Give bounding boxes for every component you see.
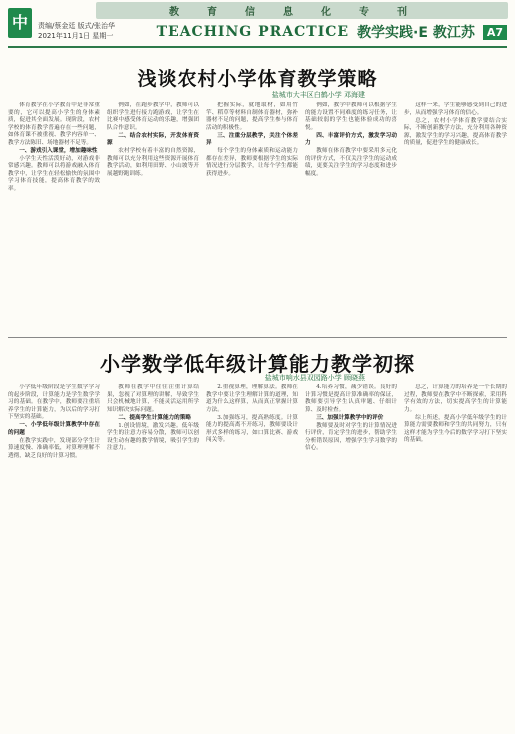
paragraph: 例如，在跑步教学中，教师可以组织学生进行接力跑游戏，让学生在比赛中感受体育运动的乐趣，增强团队合作意识。 <box>107 102 199 131</box>
paragraph: 总之，计算能力的培养是一个长期的过程，教师要在教学中不断探索，采用科学有效的方法，切实提高学生的计算能力。 <box>404 384 507 413</box>
page-number: A7 <box>483 25 507 40</box>
subheading: 三、加强计算教学中的评价 <box>316 414 384 421</box>
article2-column-5 <box>404 384 507 728</box>
article1-title: 浅谈农村小学体育教学策略 <box>137 68 378 90</box>
subheading: 一、小学低年级计算教学中存在的问题 <box>8 422 100 436</box>
banner-text: 教育信息化专刊 <box>169 7 435 18</box>
section-title-en: TEACHING PRACTICE <box>156 24 350 40</box>
paragraph: 这样一来，学生能够感受到自己的进步，从而增强学习体育的信心。 <box>404 102 507 116</box>
article1-column-2 <box>107 102 199 332</box>
paragraph: 体育教学在小学教育中是非常重要的，它可以提高小学生的身体素质，促进其全面发展。现阶段，农村学校的体育教学普遍存在一些问题，如体育课不被重视、教学内容单一、教学方法陈旧、场地器材不足等。 <box>8 102 100 146</box>
paragraph: 教师在教学中往往注重计算结果，忽视了对算理的讲解，导致学生只会机械地计算，不能灵活运用所学知识解决实际问题。 <box>107 384 199 413</box>
subheading: 二、提高学生计算能力的策略 <box>118 414 191 421</box>
paragraph: 总之，农村小学体育教学要结合实际，不断创新教学方法，充分利用各种资源，激发学生的学习兴趣，提高体育教学的质量，促进学生的健康成长。 <box>404 117 507 147</box>
article2-column-3 <box>206 384 298 728</box>
newspaper-logo: 中 <box>8 8 32 38</box>
paragraph: 4.培养习惯，减少错误。良好的计算习惯是提高计算准确率的保证，教师要引导学生认真审题、仔细计算、及时检查。 <box>305 384 397 413</box>
article2-title: 小学数学低年级计算能力教学初探 <box>100 352 415 376</box>
paragraph: 综上所述，提高小学低年级学生的计算能力需要教师和学生的共同努力，只有这样才能为学生今后的数学学习打下坚实的基础。 <box>404 414 507 444</box>
paragraph: 每个学生的身体素质和运动能力都存在差异，教师要根据学生的实际情况进行分层教学，让每个学生都能获得进步。 <box>206 148 298 177</box>
paragraph: 在教学实践中，发现部分学生计算速度慢、准确率低，对算理理解不透彻，缺乏良好的计算习惯。 <box>8 437 100 459</box>
paragraph: 小学低年级阶段是学生数学学习的起步阶段，计算能力是学生数学学习的基础。在教学中，教师要注重培养学生的计算能力，为以后的学习打下坚实的基础。 <box>8 384 100 421</box>
subheading: 四、丰富评价方式，激发学习动力 <box>305 132 397 147</box>
article2-column-4 <box>305 384 397 728</box>
article1-column-1 <box>8 102 100 332</box>
paragraph: 小学生天性活泼好动，对游戏非常感兴趣。教师可以将游戏融入体育教学中，让学生在轻松愉快的氛围中学习体育技能，提高体育教学的效率。 <box>8 155 100 193</box>
paragraph: 2.重视算理，理解算法。教师在教学中要让学生理解计算的道理，知道为什么这样算，从而真正掌握计算方法。 <box>206 384 298 413</box>
section-head <box>157 22 507 42</box>
paragraph: 教师要及时对学生的计算情况进行评价，肯定学生的进步，帮助学生分析错误原因，增强学生学习数学的信心。 <box>305 422 397 452</box>
paragraph: 例如，教学中教师可以根据学生的能力设置不同难度的练习任务，让基础较弱的学生也能体验成功的喜悦。 <box>305 102 397 131</box>
paragraph: 3.加强练习，提高熟练度。计算能力的提高离不开练习，教师要设计形式多样的练习，如口算比赛、游戏闯关等。 <box>206 414 298 444</box>
article2-column-2 <box>107 384 199 728</box>
header-rule <box>8 46 507 48</box>
article1-column-3 <box>206 102 298 332</box>
paragraph: 农村学校有着丰富的自然资源，教师可以充分利用这些资源开展体育教学活动，如利用田野、小山坡等开展越野跑训练。 <box>107 148 199 177</box>
article1-column-4 <box>305 102 397 332</box>
subheading: 三、注重分层教学，关注个体差异 <box>206 132 298 147</box>
article2-column-1 <box>8 384 100 728</box>
paragraph: 1.创设情境，激发兴趣。低年级学生的注意力容易分散，教师可以创设生动有趣的教学情境，吸引学生的注意力。 <box>107 422 199 452</box>
paragraph: 教师在体育教学中要采用多元化的评价方式，不仅关注学生的运动成绩，更要关注学生的学习态度和进步幅度。 <box>305 148 397 177</box>
subheading: 一、游戏引入课堂，增加趣味性 <box>19 147 98 154</box>
section-title-cn: 教学实践·E 教江苏 <box>357 25 475 41</box>
column-banner <box>96 2 508 19</box>
date-line: 2021年11月1日 星期一 <box>38 32 114 40</box>
article2-byline: 盐城市响水县双园路小学 顾晓燕 <box>264 374 365 382</box>
paragraph: 把握实际，就地取材，如用竹竿、稻草等材料自制体育器材，弥补器材不足的问题，提高学生参与体育活动的积极性。 <box>206 102 298 131</box>
subheading: 二、结合农村实际，开发体育资源 <box>107 132 199 147</box>
masthead <box>0 0 515 52</box>
editor-line: 责编/蔡金廷 版式/张治华 <box>38 22 115 30</box>
article1-column-5 <box>404 102 507 332</box>
article-divider <box>8 337 507 338</box>
article1-byline: 盐城市大丰区白鹤小学 邓海建 <box>271 91 365 99</box>
